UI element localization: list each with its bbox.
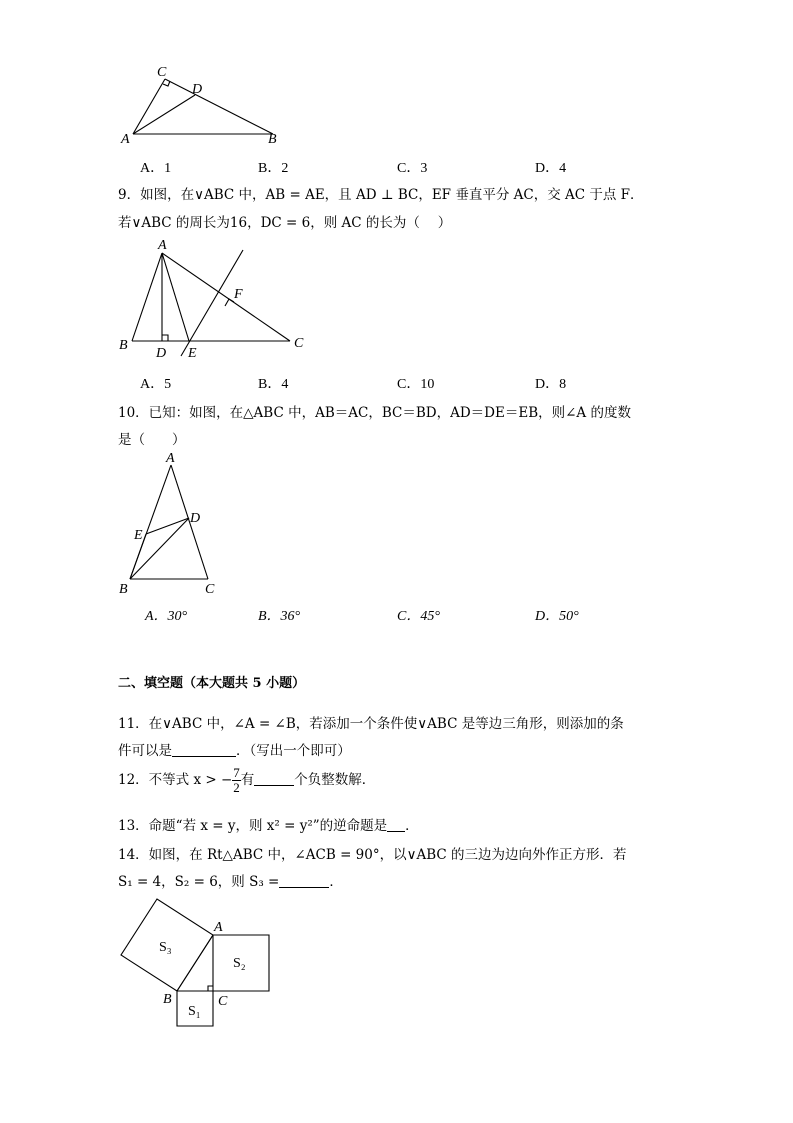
- q14-label-c: C: [218, 994, 228, 1009]
- q12-prefix: 12．不等式 x > −: [118, 772, 233, 788]
- q14-label-a: A: [214, 920, 223, 935]
- q10-label-b: B: [119, 582, 128, 597]
- q13-text-a: 13．命题“若 x = y，则 x² = y²”的逆命题是: [118, 818, 388, 834]
- q14-label-s2: S₂: [233, 956, 246, 971]
- q12-fraction: [232, 766, 241, 795]
- q8-figure: [115, 62, 285, 147]
- q10-label-a: A: [166, 451, 175, 466]
- q10-stem-line1: 10．已知：如图，在△ABC 中，AB＝AC，BC＝BD，AD＝DE＝EB，则∠A 的度数: [118, 405, 631, 421]
- q11-answer-blank[interactable]: [172, 742, 236, 757]
- q9-stem-line2: 若∨ABC 的周长为16，DC = 6，则 AC 的长为（ ）: [118, 215, 452, 231]
- q10-figure: [115, 452, 225, 597]
- q14-label-b: B: [163, 992, 172, 1007]
- q9-figure: [115, 236, 315, 361]
- q8-option-d[interactable]: D．4: [535, 161, 567, 176]
- q12-mid: 有: [240, 772, 255, 788]
- q14-stem-line1: 14．如图，在 Rt△ABC 中，∠ACB = 90°，以∨ABC 的三边为边向外作正方形．若: [118, 847, 627, 863]
- q9-label-c: C: [294, 336, 304, 351]
- q8-option-a[interactable]: A．1: [140, 161, 172, 176]
- q14-label-s1: S₁: [188, 1004, 201, 1019]
- q14-label-s3: S₃: [159, 940, 172, 955]
- q8-label-d: D: [192, 82, 203, 97]
- section-title-fill-in: 二、填空题（本大题共 5 小题）: [118, 676, 306, 691]
- q10-option-a[interactable]: A．30°: [145, 609, 188, 624]
- q8-label-c: C: [157, 65, 167, 80]
- q9-label-b: B: [119, 338, 128, 353]
- q8-option-b[interactable]: B．2: [258, 161, 289, 176]
- q10-stem-line2: 是（ ）: [118, 432, 186, 448]
- q9-option-b[interactable]: B．4: [258, 377, 289, 392]
- q14-text-a: S₁ = 4，S₂ = 6，则 S₃ =: [118, 874, 280, 890]
- q14-figure: [115, 895, 285, 1035]
- q9-option-c[interactable]: C．10: [397, 377, 435, 392]
- q10-option-d[interactable]: D．50°: [535, 609, 579, 624]
- q12-stem: [118, 766, 375, 795]
- q10-label-c: C: [205, 582, 215, 597]
- q12-frac-numerator: 7: [233, 765, 240, 780]
- q11-text-b: ．（写出一个即可）: [236, 743, 351, 759]
- q9-label-e: E: [188, 346, 197, 361]
- q13-answer-blank[interactable]: [387, 817, 405, 832]
- q8-option-c[interactable]: C．3: [397, 161, 428, 176]
- q14-stem-line2: [118, 870, 343, 890]
- q12-suffix: 个负整数解．: [294, 772, 376, 788]
- q9-stem-line1: 9．如图，在∨ABC 中，AB = AE，且 AD ⊥ BC，EF 垂直平分 AC，交 AC 于点 F．: [118, 187, 644, 203]
- q11-text-a: 件可以是: [118, 743, 172, 759]
- q13-text-b: ．: [405, 818, 419, 834]
- q10-option-b[interactable]: B．36°: [258, 609, 301, 624]
- q12-answer-blank[interactable]: [254, 771, 294, 786]
- q8-label-b: B: [268, 132, 277, 147]
- q10-option-c[interactable]: C．45°: [397, 609, 440, 624]
- q10-label-e: E: [134, 528, 143, 543]
- q9-label-d: D: [156, 346, 167, 361]
- q11-stem-line1: 11．在∨ABC 中，∠A = ∠B，若添加一个条件使∨ABC 是等边三角形，则添加的条: [118, 716, 624, 732]
- q9-label-f: F: [234, 287, 243, 302]
- q11-stem-line2: [118, 739, 351, 759]
- q9-label-a: A: [158, 238, 167, 253]
- q9-option-a[interactable]: A．5: [140, 377, 172, 392]
- q10-label-d: D: [190, 511, 201, 526]
- q13-stem: [118, 814, 419, 834]
- q14-text-b: ．: [329, 874, 343, 890]
- q9-option-d[interactable]: D．8: [535, 377, 567, 392]
- q12-frac-denominator: 2: [233, 780, 240, 795]
- q14-answer-blank[interactable]: [279, 873, 329, 888]
- q8-label-a: A: [121, 132, 130, 147]
